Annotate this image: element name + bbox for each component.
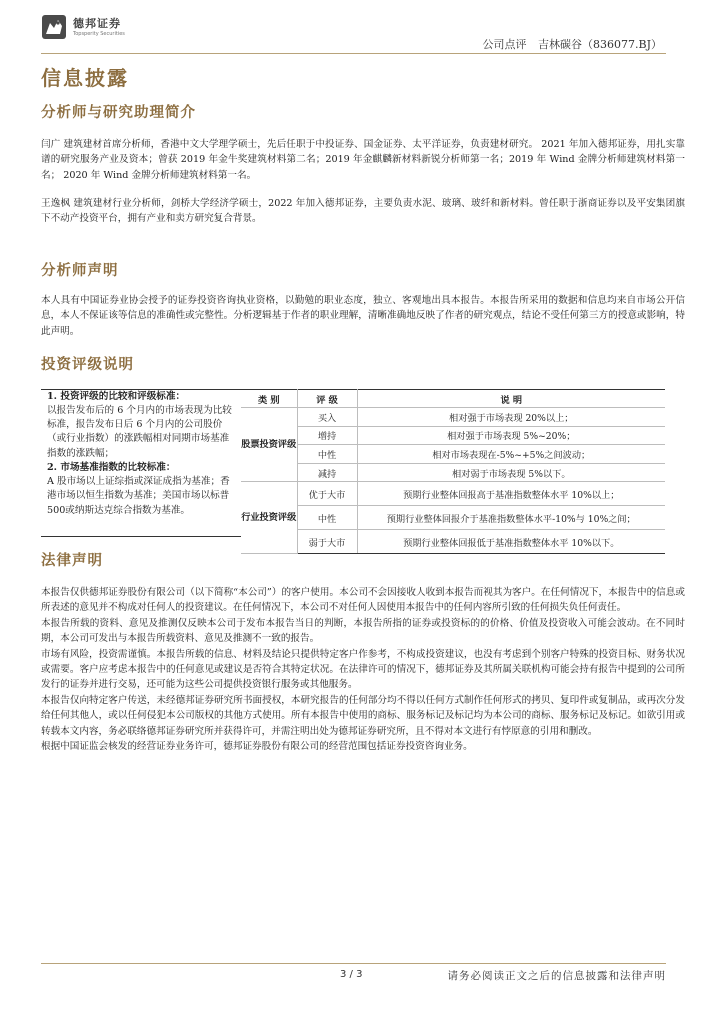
table-row — [241, 482, 665, 506]
rating-table — [241, 389, 665, 554]
grade-cell: 减持 — [297, 463, 357, 482]
analyst-intro-p1: 闫广 建筑建材首席分析师，香港中文大学理学硕士，先后任职于中投证券、国金证券、太平洋证券，负责建材研究。 2021 年加入德邦证券，用扎实靠谱的研究服务产业及资本；曾获 2019 年金牛奖建筑材料第二名；2019 年金麒麟新材料新锐分析师第一名；2019 年 Wind 金牌分析师建筑材料第一名； 2020 年 Wind 金牌分析师建筑材料第一名。 — [41, 139, 685, 181]
grade-cell: 弱于大市 — [297, 530, 357, 554]
stock-rating-category: 股票投资评级 — [241, 408, 297, 482]
industry-rating-category: 行业投资评级 — [241, 482, 297, 554]
grade-cell: 增持 — [297, 426, 357, 445]
table-row — [241, 463, 665, 482]
footer-disclaimer: 请务必阅读正文之后的信息披露和法律声明 — [447, 970, 666, 982]
legal-p1: 本报告仅供德邦证券股份有限公司（以下简称“本公司”）的客户使用。本公司不会因接收人收到本报告而视其为客户。在任何情况下，本报告中的信息或所表述的意见并不构成对任何人的投资建议。在任何情况下，本公司不对任何人因使用本报告中的任何内容所引致的任何损失负任何责任。 — [41, 587, 685, 614]
analyst-statement-heading: 分析师声明 — [41, 262, 119, 279]
desc-cell: 相对市场表现在-5%~+5%之间波动； — [357, 445, 665, 464]
rating-criteria-heading-1: 1. 投资评级的比较和评级标准： — [47, 391, 186, 402]
report-type: 公司点评 — [482, 38, 527, 51]
desc-cell: 预期行业整体回报介于基准指数整体水平-10%与 10%之间； — [357, 506, 665, 530]
table-row — [241, 530, 665, 554]
table-row — [241, 426, 665, 445]
table-header-row — [241, 390, 665, 408]
col-header-category: 类 别 — [241, 390, 297, 408]
desc-cell: 相对强于市场表现 20%以上； — [357, 408, 665, 427]
rating-criteria-text-1: 以报告发布后的 6 个月内的市场表现为比较标准，报告发布日后 6 个月内的公司股价（或行业指数）的涨跌幅相对同期市场基准指数的涨跌幅； — [47, 404, 232, 459]
legal-p5: 根据中国证监会核发的经营证券业务许可，德邦证券股份有限公司的经营范围包括证券投资咨询业务。 — [41, 741, 473, 753]
grade-cell: 买入 — [297, 408, 357, 427]
desc-cell: 预期行业整体回报高于基准指数整体水平 10%以上； — [357, 482, 665, 506]
rating-criteria-text-2: A 股市场以上证综指或深证成指为基准；香港市场以恒生指数为基准；美国市场以标普500或纳斯达克综合指数为基准。 — [47, 475, 230, 516]
analyst-intro-heading: 分析师与研究助理简介 — [41, 104, 196, 121]
rating-criteria-box — [41, 389, 241, 537]
desc-cell: 相对弱于市场表现 5%以下。 — [357, 463, 665, 482]
legal-body — [41, 585, 685, 754]
company-logo — [41, 13, 151, 41]
desc-cell: 预期行业整体回报低于基准指数整体水平 10%以下。 — [357, 530, 665, 554]
table-row — [241, 408, 665, 427]
rating-criteria-heading-2: 2. 市场基准指数的比较标准： — [47, 462, 176, 474]
page-title: 信息披露 — [41, 66, 129, 90]
table-row — [241, 445, 665, 464]
legal-heading: 法律声明 — [41, 552, 103, 569]
rating-heading: 投资评级说明 — [41, 356, 134, 373]
company-name: 吉林碳谷（836077.BJ） — [538, 38, 662, 51]
report-header-info — [475, 36, 662, 52]
legal-p3: 市场有风险，投资需谨慎。本报告所载的信息、材料及结论只提供特定客户作参考，不构成投资建议，也没有考虑到个别客户特殊的投资目标、财务状况或需要。客户应考虑本报告中的任何意见或建议是否符合其特定状况。在法律许可的情况下，德邦证券及其所属关联机构可能会持有报告中提到的公司所发行的证券并进行交易，还可能为这些公司提供投资银行服务或其他服务。 — [41, 648, 685, 691]
col-header-desc: 说 明 — [357, 390, 665, 408]
grade-cell: 中性 — [297, 445, 357, 464]
page-number: 3 / 3 — [340, 969, 363, 980]
grade-cell: 优于大市 — [297, 482, 357, 506]
col-header-grade: 评 级 — [297, 390, 357, 408]
grade-cell: 中性 — [297, 506, 357, 530]
table-row — [241, 506, 665, 530]
legal-p2: 本报告所载的资料、意见及推测仅反映本公司于发布本报告当日的判断，本报告所指的证券或投资标的的价格、价值及投资收入可能会波动。在不同时期，本公司可发出与本报告所载资料、意见及推测不一致的报告。 — [41, 617, 685, 645]
footer-divider — [41, 963, 666, 964]
legal-p4: 本报告仅向特定客户传送，未经德邦证券研究所书面授权，本研究报告的任何部分均不得以任何方式制作任何形式的拷贝、复印件或复制品，或再次分发给任何其他人，或以任何侵犯本公司版权的其他方式使用。所有本报告中使用的商标、服务标记及标记均为本公司的商标、服务标记及标记。如欲引用或转载本文内容，务必联络德邦证券研究所并获得许可，并需注明出处为德邦证券研究所，且不得对本文进行有悖原意的引用和删改。 — [41, 694, 685, 737]
logo-cn-text: 德邦证券 — [73, 16, 121, 30]
bull-logo-icon — [41, 14, 67, 40]
header-divider — [41, 53, 666, 54]
logo-en-text: Topsperity Securities — [73, 30, 125, 37]
analyst-statement-p1: 本人具有中国证券业协会授予的证券投资咨询执业资格，以勤勉的职业态度，独立、客观地出具本报告。本报告所采用的数据和信息均来自市场公开信息，本人不保证该等信息的准确性或完整性。分析逻辑基于作者的职业理解，清晰准确地反映了作者的研究观点，结论不受任何第三方的授意或影响，特此声明。 — [41, 295, 685, 337]
desc-cell: 相对强于市场表现 5%~20%； — [357, 426, 665, 445]
analyst-intro-p2: 王逸枫 建筑建材行业分析师，剑桥大学经济学硕士，2022 年加入德邦证券，主要负责水泥、玻璃、玻纤和新材料。曾任职于浙商证券以及平安集团旗下不动产投资平台，拥有产业和卖方研究复合背景。 — [41, 198, 685, 225]
